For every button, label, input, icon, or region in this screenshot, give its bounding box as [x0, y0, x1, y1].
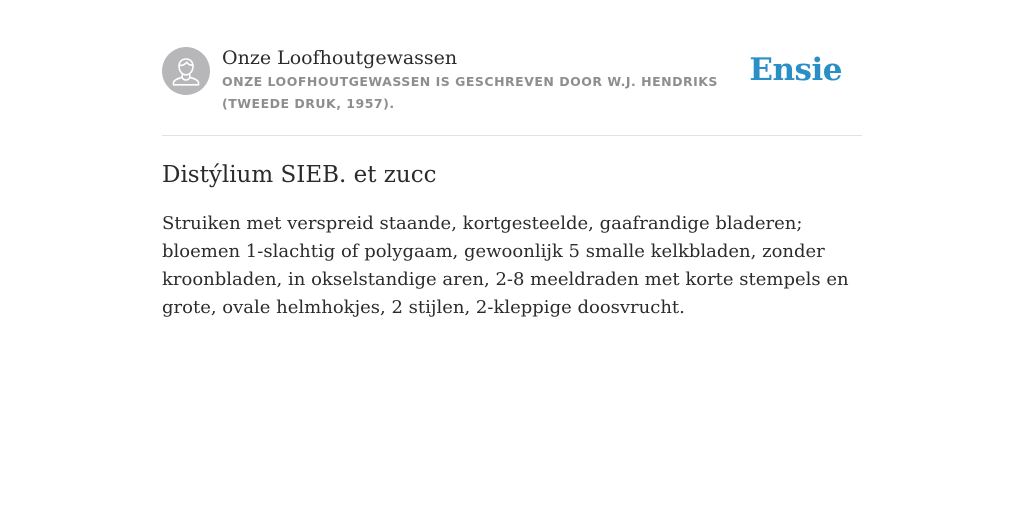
- entry-title: Distýlium SIEB. et zucc: [162, 162, 437, 188]
- source-header: [162, 46, 862, 136]
- source-description: ONZE LOOFHOUTGEWASSEN IS GESCHREVEN DOOR W.J. HENDRIKS (TWEEDE DRUK, 1957).: [222, 74, 718, 111]
- entry-body: Struiken met verspreid staande, kortgesteelde, gaafrandige bladeren; bloemen 1-slachtig of polygaam, gewoonlijk 5 smalle kelkbladen, zonder kroonbladen, in okselstandige aren, 2-8 meeldraden met korte stempels en grote, ovale helmhokjes, 2 stijlen, 2-kleppige doosvrucht.: [162, 213, 849, 318]
- avatar[interactable]: [162, 47, 210, 95]
- user-silhouette-icon: [162, 47, 210, 95]
- brand-logo[interactable]: Ensie: [749, 52, 842, 88]
- source-info: [222, 46, 752, 115]
- source-title[interactable]: Onze Loofhoutgewassen: [222, 47, 458, 69]
- entry-card: [162, 46, 862, 322]
